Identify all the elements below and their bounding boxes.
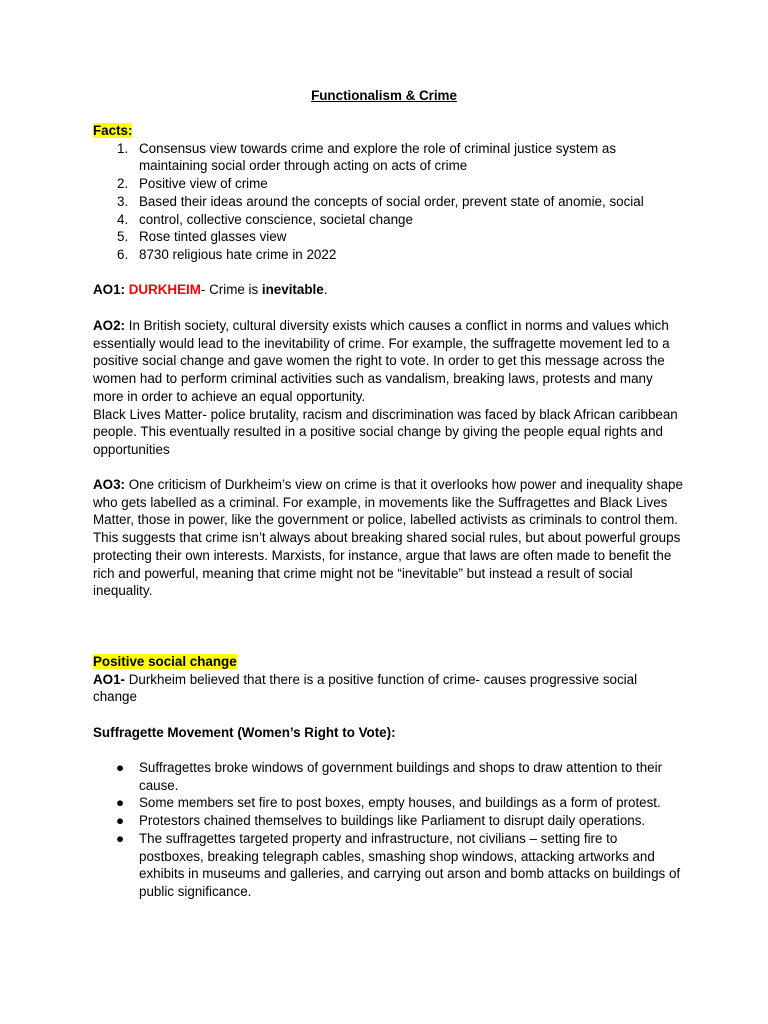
facts-section [93,122,683,264]
positive-social-change-section: Positive social change AO1- Durkheim believed that there is a positive function of crime- causes progressive social change [93,654,638,705]
list-item: ● Suffragettes broke windows of government buildings and shops to draw attention to their cause. [116,760,663,793]
ao3-label: AO3: [93,477,125,492]
list-item: ● The suffragettes targeted property and infrastructure, not civilians – setting fire to postboxes, breaking telegraph cables, smashing shop windows, attacking artworks and exhibits in museums and galleries, and carrying out arson and bomb attacks on buildings of public significance. [116,830,681,899]
suffragette-list-block [93,759,683,901]
facts-heading: Facts: [93,123,133,138]
psc-ao1-label: AO1- [93,671,125,687]
list-item: 2. Positive view of crime [117,176,268,192]
durkheim-name: DURKHEIM [128,282,201,297]
list-item: 3. Based their ideas around the concepts of social order, prevent state of anomie, social [117,193,644,209]
facts-list [93,140,683,264]
suffragette-list [93,759,683,901]
bullet-icon: ● [116,830,125,846]
list-item: 6. 8730 religious hate crime in 2022 [117,246,337,262]
bullet-icon: ● [116,795,125,811]
ao2-label: AO2: [93,318,125,333]
list-item: 5. Rose tinted glasses view [117,229,287,245]
suffragette-heading-block [93,724,683,742]
ao3-paragraph: AO3: One criticism of Durkheim’s view on crime is that it overlooks how power and inequality shape who gets labelled as a criminal. For example, in movements like the Suffragettes and Black Lives Matter, those in power, like the government or police, labelled activists as criminals to control them. This suggests that crime isn’t always about breaking shared social rules, but about powerful groups protecting their own interests. Marxists, for instance, argue that laws are often made to benefit the rich and powerful, meaning that crime might not be “inevitable” but instead a result of social inequality. [93,477,683,599]
suffragette-heading: Suffragette Movement (Women’s Right to Vote): [93,725,396,740]
list-item: ● Protestors chained themselves to buildings like Parliament to disrupt daily operations. [116,813,646,829]
list-item: ● Some members set fire to post boxes, empty houses, and buildings as a form of protest. [116,795,661,811]
ao2-paragraph: AO2: In British society, cultural diversity exists which causes a conflict in norms and values which essentially would lead to the inevitability of crime. For example, the suffragette movement led to a positive social change and gave women the right to vote. In order to get this message across the women had to perform criminal activities such as vandalism, breaking laws, protests and many more in order to achieve an equal opportunity. Black Lives Matter- police brutality, racism and discrimination was faced by black African caribbean people. This eventually resulted in a positive social change by giving the people equal rights and opportunities [93,318,678,457]
bullet-icon: ● [116,813,125,829]
psc-heading: Positive social change [93,654,237,669]
ao1-label: AO1: [93,282,125,297]
ao1-paragraph: AO1: DURKHEIM- Crime is inevitable. [93,282,328,297]
bullet-icon: ● [116,760,125,775]
list-item: 4. control, collective conscience, societal change [117,211,413,227]
list-item: 1. Consensus view towards crime and explore the role of criminal justice system as maintaining social order through acting on acts of crime [117,140,617,174]
document-title: Functionalism & Crime [311,88,457,103]
